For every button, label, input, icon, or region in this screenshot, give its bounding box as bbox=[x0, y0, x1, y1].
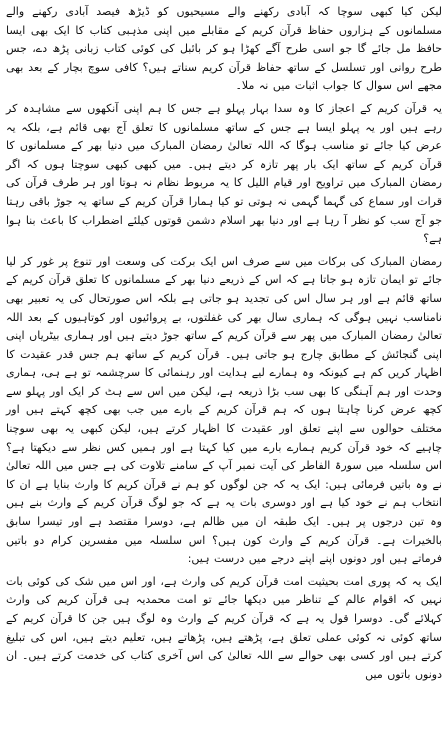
paragraph-3: رمضان المبارک کی برکات میں سے صرف اس ایک برکت کی وسعت اور تنوع پر غور کر لیا جائے تو ایمان تازہ ہو جاتا ہے کہ اس کے ذریعے دنیا بھر کے مسلمانوں کا تعلق قرآن کریم کے ساتھ قائم ہے اور ہر سال اس کی تجدید ہو جاتی ہے بلکہ اس صورتحال کی یہ تعبیر بھی نامناسب نہیں ہوگی کہ ہماری سال بھر کی غفلتوں، بے پروائیوں اور کوتاہیوں کے بعد اللہ تعالیٰ رمضان المبارک میں پھر سے قرآن کریم کے ساتھ جوڑ دیتے ہیں اور ہماری بیٹریاں اپنی اپنی گنجائش کے مطابق چارج ہو جاتی ہیں۔ قرآن کریم کے ساتھ ہم جس قدر عقیدت کا اظہار کریں کم ہے کیونکہ وہ ہمارے لیے ہدایت اور رہنمائی کا سرچشمہ تو ہے ہی، ہماری وحدت اور ہم آہنگی کا بھی سب بڑا ذریعہ ہے، لیکن میں اس سے ہٹ کر ایک اور پہلو سے کچھ عرض کرنا چاہتا ہوں کہ ہم قرآن کریم کے بارے میں جب بھی کچھ کہتے ہیں اور مختلف حوالوں سے اپنے تعلق اور عقیدت کا اظہار کرتے ہیں، لیکن کبھی یہ بھی سوچنا چاہیے کہ خود قرآن کریم ہمارے بارے میں کیا کہتا ہے اور ہمیں کس نظر سے دیکھتا ہے؟ اس سلسلہ میں سورۃ الفاطر کی آیت نمبر آپ کے سامنے تلاوت کی ہے جس میں اللہ تعالیٰ نے وہ باتیں فرمائی ہیں: ایک یہ کہ جن لوگوں کو ہم نے قرآن کریم کا وارث بنایا ہے ان کا انتخاب ہم نے خود کیا ہے اور دوسری بات یہ ہے کہ جو لوگ قرآن کریم کے وارث بنے ہیں وہ تین درجوں پر ہیں۔ ایک طبقہ ان میں ظالم ہے، دوسرا مقتصد ہے اور تیسرا سابق بالخیرات ہے۔ قرآن کریم کے وارث کون ہیں؟ اس سلسلہ میں مفسرین کرام دو باتیں فرماتے ہیں اور دونوں اپنے اپنے درجے میں درست ہیں: bbox=[6, 254, 442, 566]
paragraph-2: یہ قرآن کریم کے اعجاز کا وہ سدا بہار پہلو ہے جس کا ہم اپنی آنکھوں سے مشاہدہ کر رہے ہیں اور یہ پہلو ایسا ہے جس کے ساتھ مسلمانوں کا تعلق آج بھی قائم ہے، بلکہ یہ عرض کیا جائے تو مناسب ہوگا کہ اللہ تعالیٰ رمضان المبارک میں دنیا بھر کے مسلمانوں کا قرآن کریم کے ساتھ ایک بار پھر تازہ کر دیتے ہیں۔ میں کبھی کبھی سوچتا ہوں کہ اگر رمضان المبارک میں تراویح اور قیام اللیل کا یہ مربوط نظام نہ ہوتا اور ہر طرف قرآن کی قرات اور سماع کی گہما گہمی نہ ہوتی تو کیا ہمارا قرآن کریم کے ساتھ یہ جوڑ باقی رہتا جو آج سب کو نظر آ رہا ہے اور دنیا بھر اسلام دشمن قوتوں کیلئے اضطراب کا باعث بنا ہوا ہے؟ bbox=[6, 101, 442, 246]
paragraph-1: لیکن کیا کبھی سوچا کہ آبادی رکھنے والے مسیحیوں کو ڈیڑھ فیصد آبادی رکھنے والے مسلمانوں کے ہزاروں حفاظ قرآن کریم کے مقابلے میں اپنی مذہبی کتاب کا ایک بھی ایسا حافظ مل جائے گا جو اسی طرح آگے کھڑا ہو کر بائبل کی کوئی کتاب زبانی پڑھ دے، جس طرح روانی اور تسلسل کے ساتھ حفاظ قرآن کریم سناتے ہیں؟ کافی سوچ بچار کے بعد بھی مجھے اس سوال کا جواب اثبات میں نہ ملا۔ bbox=[6, 5, 442, 93]
paragraph-4: ایک یہ کہ پوری امت بحیثیت امت قرآن کریم کی وارث ہے، اور اس میں شک کی کوئی بات نہیں کہ اقوام عالم کے تناظر میں دیکھا جائے تو امت محمدیہ ہی قرآن کریم کی وارث کہلائے گی۔ دوسرا قول یہ ہے کہ قرآن کریم کے وارث وہ لوگ ہیں جن کا قرآن کریم کے ساتھ کوئی نہ کوئی عملی تعلق ہے، پڑھتے ہیں، پڑھاتے ہیں، تعلیم دیتے ہیں، اس کی تبلیغ کرتے ہیں اور کسی بھی حوالے سے اللہ تعالیٰ کی اس آخری کتاب کی خدمت کرتے ہیں۔ ان دونوں باتوں میں bbox=[6, 574, 442, 681]
